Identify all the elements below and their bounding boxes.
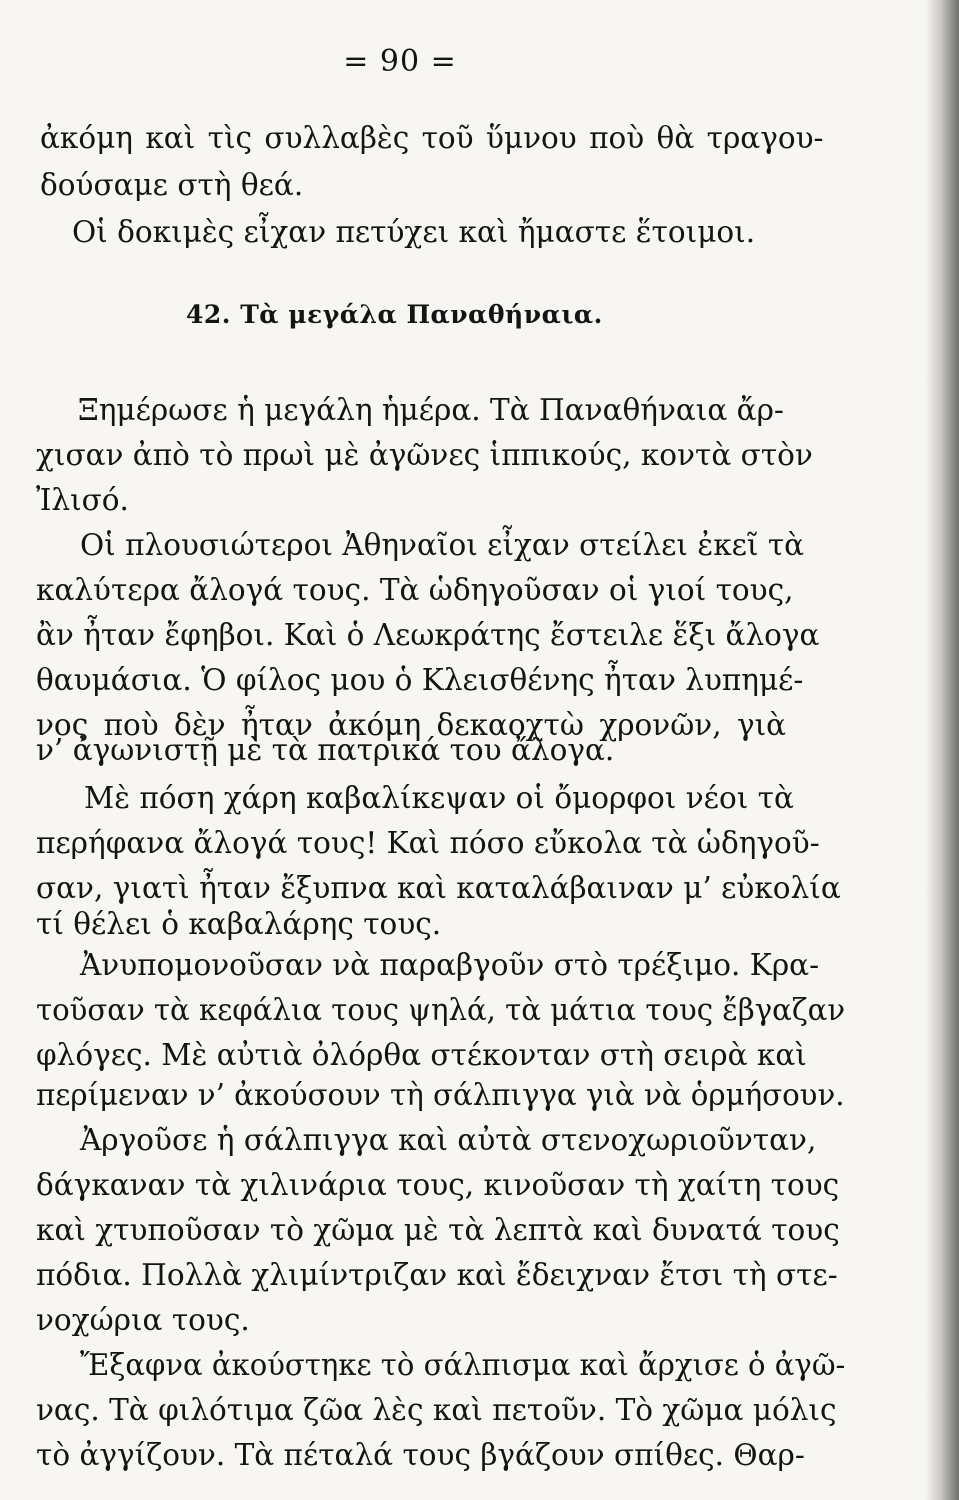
text-line: Μὲ πόση χάρη καβαλίκεψαν οἱ ὄμορφοι νέοι τὰ — [84, 781, 794, 815]
text-line: ν’ ἀγωνιστῇ μὲ τὰ πατρικά του ἄλογα. — [36, 733, 615, 767]
text-line: ἀκόμη καὶ τὶς συλλαβὲς τοῦ ὕμνου ποὺ θὰ τραγου- — [40, 121, 824, 155]
text-line: Ξημέρωσε ἡ μεγάλη ἡμέρα. Τὰ Παναθήναια ἄρ- — [78, 393, 784, 427]
text-line: τὸ ἀγγίζουν. Τὰ πέταλά τους βγάζουν σπίθες. Θαρ- — [36, 1438, 805, 1472]
text-line: Ἀργοῦσε ἡ σάλπιγγα καὶ αὐτὰ στενοχωριοῦνταν, — [80, 1123, 817, 1157]
text-line: θαυμάσια. Ὁ φίλος μου ὁ Κλεισθένης ἦταν λυπημέ- — [36, 663, 804, 697]
text-line: τί θέλει ὁ καβαλάρης τους. — [36, 907, 442, 941]
text-line: τοῦσαν τὰ κεφάλια τους ψηλά, τὰ μάτια τους ἔβγαζαν — [36, 993, 846, 1027]
text-line: δούσαμε στὴ θεά. — [40, 168, 304, 202]
text-line: χισαν ἀπὸ τὸ πρωὶ μὲ ἀγῶνες ἱππικούς, κοντὰ στὸν — [36, 438, 813, 472]
text-line: Οἱ πλουσιώτεροι Ἀθηναῖοι εἶχαν στείλει ἐκεῖ τὰ — [80, 528, 805, 562]
text-line: Ἔξαφνα ἀκούστηκε τὸ σάλπισμα καὶ ἄρχισε ὁ ἀγῶ- — [80, 1348, 846, 1382]
text-line: νας. Τὰ φιλότιμα ζῶα λὲς καὶ πετοῦν. Τὸ χῶμα μόλις — [36, 1393, 837, 1427]
text-line: Ἀνυπομονοῦσαν νὰ παραβγοῦν στὸ τρέξιμο. Κρα- — [80, 948, 820, 982]
page-edge-shadow — [925, 0, 959, 1500]
text-line: ἂν ἦταν ἔφηβοι. Καὶ ὁ Λεωκράτης ἔστειλε ἕξι ἄλογα — [36, 618, 820, 652]
text-line: νοχώρια τους. — [36, 1303, 250, 1337]
text-line: περίμεναν ν’ ἀκούσουν τὴ σάλπιγγα γιὰ νὰ ὁρμήσουν. — [36, 1078, 845, 1112]
text-line: περήφανα ἄλογά τους! Καὶ πόσο εὔκολα τὰ ὡδηγοῦ- — [36, 826, 820, 860]
text-line: καὶ χτυποῦσαν τὸ χῶμα μὲ τὰ λεπτὰ καὶ δυνατά τους — [36, 1213, 840, 1247]
page-number: = 90 = — [343, 44, 457, 79]
section-heading: 42. Τὰ μεγάλα Παναθήναια. — [186, 300, 603, 329]
text-line: σαν, γιατὶ ἦταν ἔξυπνα καὶ καταλάβαιναν μ’ εὐκολία — [36, 871, 841, 905]
text-line: πόδια. Πολλὰ χλιμίντριζαν καὶ ἔδειχναν ἔτσι τὴ στε- — [36, 1258, 838, 1292]
text-line: φλόγες. Μὲ αὐτιὰ ὀλόρθα στέκονταν στὴ σειρὰ καὶ — [36, 1038, 807, 1072]
text-line: Ἰλισό. — [36, 483, 129, 517]
text-line: νος ποὺ δὲν ἦταν ἀκόμη δεκαοχτὼ χρονῶν, γιὰ — [36, 708, 787, 742]
text-line: καλύτερα ἄλογά τους. Τὰ ὡδηγοῦσαν οἱ γιοί τους, — [36, 573, 794, 607]
text-line: δάγκαναν τὰ χιλινάρια τους, κινοῦσαν τὴ χαίτη τους — [36, 1168, 840, 1202]
text-line: Οἱ δοκιμὲς εἶχαν πετύχει καὶ ἤμαστε ἕτοιμοι. — [72, 215, 756, 249]
